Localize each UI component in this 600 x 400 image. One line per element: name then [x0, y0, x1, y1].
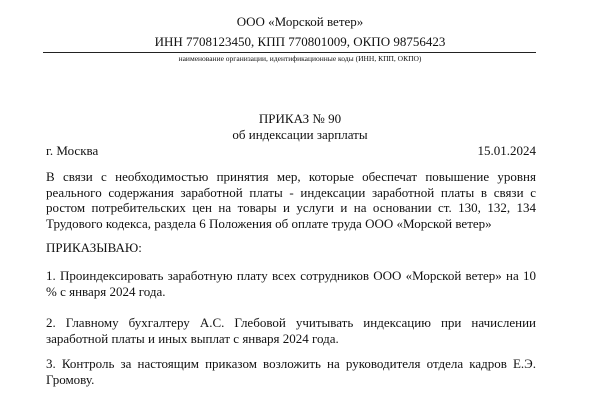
order-item-2: 2. Главному бухгалтеру А.С. Глебовой учитывать индексацию при начислении заработной платы и иных выплат с января 2024 года.: [46, 315, 536, 346]
order-city: г. Москва: [46, 143, 99, 158]
header-caption: наименование организации, идентификационные коды (ИНН, КПП, ОКПО): [178, 54, 422, 63]
header-divider: [43, 52, 536, 53]
order-title: ПРИКАЗ № 90: [258, 111, 342, 126]
organization-name: ООО «Морской ветер»: [236, 14, 364, 29]
order-item-1: 1. Проиндексировать заработную плату всех сотрудников ООО «Морской ветер» на 10 % с января 2024 года.: [46, 268, 536, 299]
organization-codes: ИНН 7708123450, КПП 770801009, ОКПО 98756423: [154, 34, 446, 49]
order-directive: ПРИКАЗЫВАЮ:: [46, 240, 142, 255]
order-subtitle: об индексации зарплаты: [232, 127, 368, 142]
order-date: 15.01.2024: [477, 143, 536, 158]
preamble-paragraph: В связи с необходимостью принятия мер, которые обеспечат повышение уровня реального содержания заработной платы - индексации заработной платы в связи с ростом потребительских цен на товары и услуги и на основании ст. 130, 132, 134 Трудового кодекса, раздела 6 Положения об оплате труда ООО «Морской ветер»: [46, 169, 536, 231]
order-item-3: 3. Контроль за настоящим приказом возложить на руководителя отдела кадров Е.Э. Громову.: [46, 356, 536, 387]
